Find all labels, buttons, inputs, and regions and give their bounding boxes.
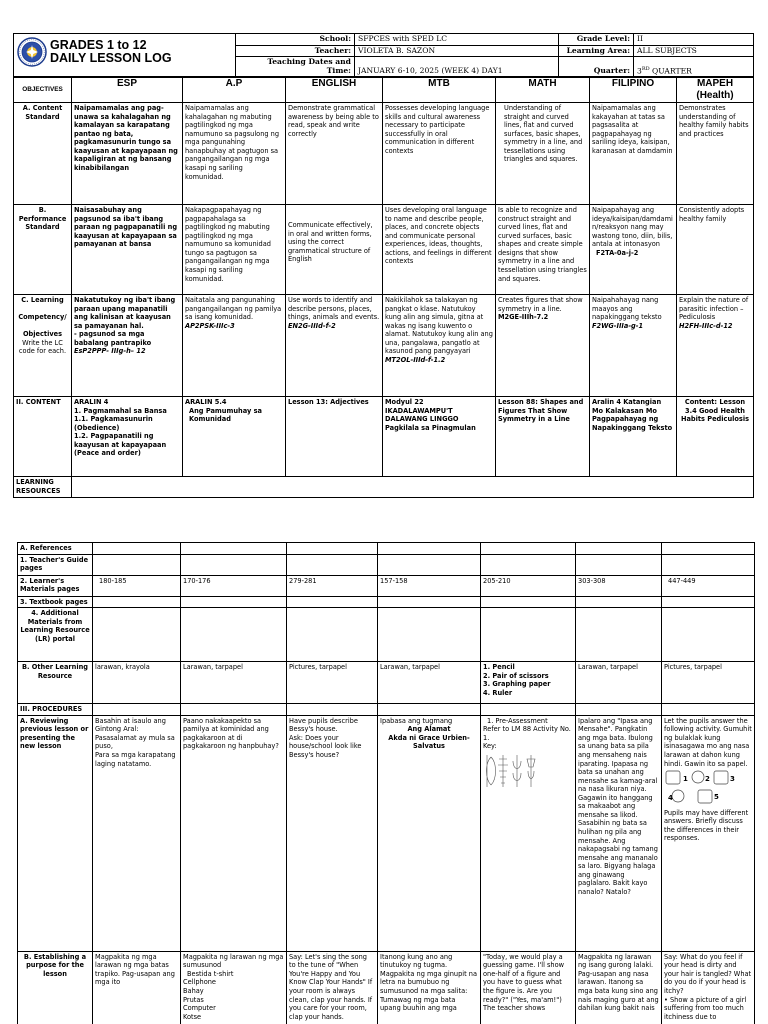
lm-esp: 180-185 bbox=[93, 575, 181, 596]
lm-math: 205-210 bbox=[481, 575, 576, 596]
content-esp bbox=[72, 397, 183, 477]
quarter-word: QUARTER bbox=[649, 66, 692, 76]
pb-ap-4: Bahay bbox=[183, 986, 204, 995]
teaching-dates-value: JANUARY 6-10, 2025 (WEEK 4) DAY1 bbox=[355, 57, 559, 77]
teachers-guide-label: 1. Teacher's Guide pages bbox=[18, 554, 93, 575]
performance-standard-row bbox=[14, 205, 754, 295]
pa-filipino: Ipalaro ang "Ipasa ang Mensahe". Pangkatin ang mga bata. Ibulong sa unang bata sa pila ang mensaheng nais iparating. Ipapasa ng bata sa unahan ang mensahe sa kamag-aral na nasa likuran niya. Gagawin ito hanggang sa makaabot ang mensahe sa likod. Sasabihin ng bata sa hulihan ng pila ang mensahe. Ang nakapagsabi ng tamang mensahe ang mananalo sa laro. Bigyang halaga ang ginawang paglalaro. Bakit kayo nanalo? Natalo? bbox=[576, 715, 662, 951]
ps-mtb: Uses developing oral language to name and describe people, places, and concrete objects and communicate personal experiences, ideas, thoughts, actions, and feelings in different contexts bbox=[383, 205, 496, 295]
lc-mapeh-code: H2FH-IIIc-d-12 bbox=[679, 321, 733, 330]
pb-mapeh: Say: What do you feel if your head is dirty and your hair is tangled? What do you do if your head is itchy? • Show a picture of a girl suffering from too much itchiness due to bbox=[662, 951, 755, 1024]
content-standard-label-2: Standard bbox=[25, 112, 60, 121]
other-math bbox=[481, 662, 576, 704]
school-value: SFPCES with SPED LC bbox=[355, 34, 559, 46]
pa-esp-3: Para sa mga karapatang laging natatamo. bbox=[95, 750, 176, 768]
cs-esp: Naipamamalas ang pag-unawa sa kahalagahan ng kamalayan sa karapatang pantao ng bata, pagkamasunurin tungo sa kaayusan at kapayapaan ng kapaligiran at ng bansang kinabibilangan bbox=[72, 103, 183, 205]
pb-ap bbox=[181, 951, 287, 1024]
content-label: II. CONTENT bbox=[14, 397, 72, 477]
lc-mtb-text: Nakikilahok sa talakayan ng pangkat o klase. Natutukoy kung alin ang simula, gitna at wakas ng isang kuwento o alamat. Natutukoy kung alin ang una, pangalawa, pangatlo at kasunod pang pangyayari bbox=[385, 296, 493, 356]
pa-esp-2: Pasasalamat ay mula sa puso, bbox=[95, 733, 175, 751]
svg-text:3: 3 bbox=[730, 775, 735, 784]
lc-label-2: Competency/ bbox=[18, 313, 67, 322]
pb-ap-2: Bestida t-shirt bbox=[187, 969, 234, 978]
pa-mapeh-2: Pupils may have different answers. Briefly discuss the differences in their responses. bbox=[664, 808, 749, 843]
procedures-label: III. PROCEDURES bbox=[18, 704, 93, 716]
lc-math bbox=[496, 295, 590, 397]
content-ap bbox=[183, 397, 286, 477]
ps-label-3: Standard bbox=[25, 223, 60, 232]
ps-esp: Naisasabuhay ang pagsunod sa iba't ibang paraan ng pagpapanatili ng kaayusan at kapayapaan sa pamayanan at bansa bbox=[72, 205, 183, 295]
pb-mtb: Itanong kung ano ang tinutukoy ng tugma. Magpakita ng mga ginupit na letra na bumubuo ng sumusunod na mga salita: Tumawag ng mga bata upang buuhin ang mga bbox=[378, 951, 481, 1024]
ps-english: Communicate effectively, in oral and written forms, using the correct grammatical structure of English bbox=[286, 205, 383, 295]
learning-resources-row bbox=[14, 477, 754, 498]
other-esp: larawan, krayola bbox=[93, 662, 181, 704]
logo-cell bbox=[14, 34, 236, 78]
pb-filipino: Magpakita ng larawan ng isang gurong lalaki. Pag-usapan ang nasa larawan. Itanong sa mga bata kung sino ang nais maging guro at ang dahilan kung bakit nais bbox=[576, 951, 662, 1024]
title-daily-lesson-log: DAILY LESSON LOG bbox=[50, 51, 172, 65]
lm-english: 279-281 bbox=[287, 575, 378, 596]
teaching-dates-label-line1: Teaching Dates and bbox=[267, 57, 351, 67]
lc-filipino-text: Naipahahayag nang maayos ang napakinggang teksto bbox=[592, 296, 662, 322]
references-label: A. References bbox=[18, 543, 93, 555]
col-esp: ESP bbox=[72, 77, 183, 103]
school-label: School: bbox=[236, 34, 355, 46]
lm-mapeh: 447-449 bbox=[662, 575, 755, 596]
objectives-table bbox=[13, 76, 754, 498]
content-ap-2: Ang Pamumuhay sa Komunidad bbox=[189, 406, 262, 424]
teaching-dates-label-line2: Time: bbox=[326, 66, 351, 76]
procedure-b-row bbox=[18, 951, 755, 1024]
textbook-label: 3. Textbook pages bbox=[18, 596, 93, 608]
cs-mapeh: Demonstrates understanding of healthy family habits and practices bbox=[677, 103, 754, 205]
pa-mtb-2: Ang Alamat bbox=[407, 725, 451, 734]
content-math: Lesson 88: Shapes and Figures That Show Symmetry in a Line bbox=[496, 397, 590, 477]
teaching-dates-label bbox=[236, 57, 355, 77]
col-english: ENGLISH bbox=[286, 77, 383, 103]
pb-ap-7: Kotse bbox=[183, 1012, 202, 1021]
ps-mapeh: Consistently adopts healthy family bbox=[677, 205, 754, 295]
content-esp-3: 1.1. Pagkamasunurin (Obedience) bbox=[74, 415, 153, 432]
pa-math-1: 1. Pre-Assessment bbox=[487, 716, 548, 725]
quarter-value bbox=[634, 57, 754, 77]
quarter-number: 3 bbox=[637, 66, 642, 76]
pa-esp bbox=[93, 715, 181, 951]
svg-text:4: 4 bbox=[668, 794, 673, 803]
content-row bbox=[14, 397, 754, 477]
pa-mtb-3: Akda ni Grace Urbien-Salvatus bbox=[388, 733, 470, 751]
quarter-label: Quarter: bbox=[559, 57, 634, 77]
pb-math: "Today, we would play a guessing game. I'll show one-half of a figure and you have to guess what the figure is. Are you ready?" ("Yes, ma'am!") The teacher shows bbox=[481, 951, 576, 1024]
lc-ap bbox=[183, 295, 286, 397]
content-mapeh: Content: Lesson 3.4 Good Health Habits Pediculosis bbox=[677, 397, 754, 477]
pa-english-2: Ask: Does your house/school look like Bessy's house? bbox=[289, 733, 362, 759]
lc-mapeh bbox=[677, 295, 754, 397]
pa-mapeh bbox=[662, 715, 755, 951]
pa-mtb-1: Ipabasa ang tugmang bbox=[380, 716, 453, 725]
column-header-row bbox=[14, 77, 754, 103]
learning-area-value: ALL SUBJECTS bbox=[634, 45, 754, 57]
other-ap: Larawan, tarpapel bbox=[181, 662, 287, 704]
pb-ap-1: Magpakita ng larawan ng mga sumusunod bbox=[183, 952, 284, 970]
lc-english-code: EN2G-IIId-f-2 bbox=[288, 321, 336, 330]
procedures-row bbox=[18, 704, 755, 716]
content-filipino: Aralin 4 Katangian Mo Kalakasan Mo Pagpapahayag ng Napakinggang Teksto bbox=[590, 397, 677, 477]
textbook-row bbox=[18, 596, 755, 608]
other-filipino: Larawan, tarpapel bbox=[576, 662, 662, 704]
lm-ap: 170-176 bbox=[181, 575, 287, 596]
references-row bbox=[18, 543, 755, 555]
ps-filipino-text: Naipapahayag ang ideya/kaisipan/damdamin/reaksyon nang may wastong tono, diin, bilis, antala at intonasyon bbox=[592, 206, 673, 249]
other-math-3: 3. Graphing paper bbox=[483, 680, 551, 689]
pb-ap-3: Cellphone bbox=[183, 978, 216, 987]
lc-esp-code: EsP2PPP- IIIg-h– 12 bbox=[74, 347, 146, 356]
other-english: Pictures, tarpapel bbox=[287, 662, 378, 704]
teachers-guide-row bbox=[18, 554, 755, 575]
content-mtb bbox=[383, 397, 496, 477]
content-esp-2: 1. Pagmamahal sa Bansa bbox=[74, 406, 167, 415]
content-standard-label bbox=[14, 103, 72, 205]
learners-materials-row bbox=[18, 575, 755, 596]
svg-text:2: 2 bbox=[705, 775, 710, 784]
grade-level-value: II bbox=[634, 34, 754, 46]
content-ap-1: ARALIN 5.4 bbox=[185, 398, 227, 406]
additional-materials-row bbox=[18, 608, 755, 662]
lc-label-1: C. Learning bbox=[21, 296, 64, 304]
content-esp-1: ARALIN 4 bbox=[74, 398, 109, 406]
procedure-a-row bbox=[18, 715, 755, 951]
ps-label-2: Performance bbox=[18, 214, 67, 223]
performance-standard-label bbox=[14, 205, 72, 295]
lc-english-text: Use words to identify and describe persons, places, things, animals and events. bbox=[288, 296, 380, 322]
symmetry-figures-icon bbox=[483, 751, 543, 791]
teacher-label: Teacher: bbox=[236, 45, 355, 57]
learning-competency-label bbox=[14, 295, 72, 397]
col-filipino: FILIPINO bbox=[590, 77, 677, 103]
lc-math-code: M2GE-IIIh-7.2 bbox=[498, 313, 549, 322]
lm-filipino: 303-308 bbox=[576, 575, 662, 596]
content-standard-row bbox=[14, 103, 754, 205]
lc-english bbox=[286, 295, 383, 397]
svg-text:5: 5 bbox=[714, 793, 719, 802]
lc-esp bbox=[72, 295, 183, 397]
other-math-4: 4. Ruler bbox=[483, 688, 513, 697]
lc-label-4: Write the LC code for each. bbox=[18, 338, 67, 356]
references-procedures-table bbox=[17, 542, 755, 1024]
grade-level-label: Grade Level: bbox=[559, 34, 634, 46]
hygiene-pictures-icon bbox=[664, 768, 736, 806]
ps-math: Is able to recognize and construct straight and curved lines, flat and curved surfaces, basic shapes and create simple designs that show symmetry in a line and tessellation using triangles and squares. bbox=[496, 205, 590, 295]
lc-filipino bbox=[590, 295, 677, 397]
cs-ap: Naipamamalas ang kahalagahan ng mabuting pagtilingkod ng mga namumuno sa pagsulong ng mga pangunahing hanapbuhay at pagtugon sa pangangailangan ng mga kasapi ng sariling komunidad. bbox=[183, 103, 286, 205]
other-mapeh: Pictures, tarpapel bbox=[662, 662, 755, 704]
pa-math bbox=[481, 715, 576, 951]
procedure-b-label: B. Establishing a purpose for the lesson bbox=[18, 951, 93, 1024]
other-resources-row bbox=[18, 662, 755, 704]
other-resources-label: B. Other Learning Resource bbox=[18, 662, 93, 704]
lm-mtb: 157-158 bbox=[378, 575, 481, 596]
lc-mtb-code: MT2OL-IIId-f-1.2 bbox=[385, 355, 446, 364]
content-english: Lesson 13: Adjectives bbox=[286, 397, 383, 477]
col-ap: A.P bbox=[183, 77, 286, 103]
learning-competency-row bbox=[14, 295, 754, 397]
col-mapeh: MAPEH (Health) bbox=[677, 77, 754, 103]
ps-filipino bbox=[590, 205, 677, 295]
pa-english-1: Have pupils describe Bessy's house. bbox=[289, 716, 358, 734]
teacher-value: VIOLETA B. SAZON bbox=[355, 45, 559, 57]
content-mtb-1: Modyul 22 bbox=[385, 398, 424, 406]
procedure-a-label: A. Reviewing previous lesson or presenting the new lesson bbox=[18, 715, 93, 951]
additional-materials-label: 4. Additional Materials from Learning Resource (LR) portal bbox=[18, 608, 93, 662]
cs-english: Demonstrate grammatical awareness by being able to read, speak and write correctly bbox=[286, 103, 383, 205]
pb-esp: Magpakita ng mga larawan ng mga batas trapiko. Pag-usapan ang mga ito bbox=[93, 951, 181, 1024]
svg-text:1: 1 bbox=[683, 775, 688, 784]
pa-english bbox=[287, 715, 378, 951]
pa-esp-1: Basahin at isaulo ang Gintong Aral: bbox=[95, 716, 166, 734]
cs-filipino: Naipamamalas ang kakayahan at tatas sa pagsasalita at pagpapahayag ng sariling ideya, kaisipan, karanasan at damdamin bbox=[590, 103, 677, 205]
learners-materials-label: 2. Learner's Materials pages bbox=[18, 575, 93, 596]
cs-math: Understanding of straight and curved lines, flat and curved surfaces, basic shapes, symmetry in a line, and tessellations using triangles and squares. bbox=[496, 103, 590, 205]
lc-mtb bbox=[383, 295, 496, 397]
lc-label-3: Objectives bbox=[22, 330, 63, 339]
title-grades: GRADES 1 to 12 bbox=[50, 38, 147, 52]
learning-area-label: Learning Area: bbox=[559, 45, 634, 57]
ps-filipino-code: F2TA-0a-j-2 bbox=[596, 248, 639, 257]
learning-resources-empty bbox=[72, 477, 754, 498]
lc-filipino-code: F2WG-IIIa-g-1 bbox=[592, 321, 644, 330]
pb-ap-5: Prutas bbox=[183, 995, 204, 1004]
header-table bbox=[13, 33, 754, 78]
content-mtb-3: Pagkilala sa Pinagmulan bbox=[385, 423, 476, 432]
lc-esp-text-2: - pagsunod sa mga babalang pantrapiko bbox=[74, 330, 152, 347]
lc-mapeh-text: Explain the nature of parasitic infection – Pediculosis bbox=[679, 296, 749, 322]
lc-math-text: Creates figures that show symmetry in a line. bbox=[498, 296, 583, 313]
lc-esp-text: Nakatutukoy ng iba't ibang paraan upang mapanatili ang kalinisan at kaayusan sa pamayanan hal. bbox=[74, 296, 176, 330]
pa-mtb bbox=[378, 715, 481, 951]
content-mtb-2: IKADALAWAMPU'T DALAWANG LINGGO bbox=[385, 406, 459, 424]
pa-math-3: Key: bbox=[483, 742, 497, 751]
pa-ap: Paano nakakaapekto sa pamilya at kominidad ang pagkakaroon at di pagkakaroon ng hanpbuhay? bbox=[181, 715, 287, 951]
pa-math-2: Refer to LM 88 Activity No. 1. bbox=[483, 725, 571, 742]
lc-ap-text: Naitatala ang pangunahing pangangailangan ng pamilya sa isang komunidad. bbox=[185, 296, 282, 322]
pb-english: Say: Let's sing the song to the tune of "When You're Happy and You Know Clap Your Hands" If your room is always clean, clap your hands. If you care for your room, clap your hands. bbox=[287, 951, 378, 1024]
quarter-suffix: RD bbox=[641, 65, 650, 72]
pa-mapeh-1: Let the pupils answer the following activity. Gumuhit ng bulaklak kung isinasagawa mo ang nasa larawan at dahon kung hindi. Gawin ito sa papel. bbox=[664, 716, 752, 768]
col-objectives: OBJECTIVES bbox=[14, 77, 72, 103]
content-standard-label-1: A. Content bbox=[22, 104, 63, 112]
cs-mtb: Possesses developing language skills and cultural awareness necessary to participate successfully in oral communication in different contexts bbox=[383, 103, 496, 205]
other-math-2: 2. Pair of scissors bbox=[483, 671, 549, 680]
ps-ap: Nakapagpapahayag ng pagpapahalaga sa pagtilingkod ng mabuting pagtilingkod ng mga namumuno sa komunidad tungo sa pagtugon sa pangangailangan ng mga kasapi ng sariling komunidad. bbox=[183, 205, 286, 295]
other-mtb: Larawan, tarpapel bbox=[378, 662, 481, 704]
pb-ap-6: Computer bbox=[183, 1004, 216, 1013]
col-mtb: MTB bbox=[383, 77, 496, 103]
ps-label-1: B. bbox=[38, 206, 47, 214]
deped-seal-icon bbox=[17, 37, 47, 67]
content-esp-4: 1.2. Pagpapanatili ng kaayusan at kapayapaan (Peace and order) bbox=[74, 432, 167, 458]
col-math: MATH bbox=[496, 77, 590, 103]
learning-resources-label: LEARNING RESOURCES bbox=[14, 477, 72, 498]
other-math-1: 1. Pencil bbox=[483, 663, 515, 672]
lc-ap-code: AP2PSK-IIIc-3 bbox=[185, 321, 235, 330]
